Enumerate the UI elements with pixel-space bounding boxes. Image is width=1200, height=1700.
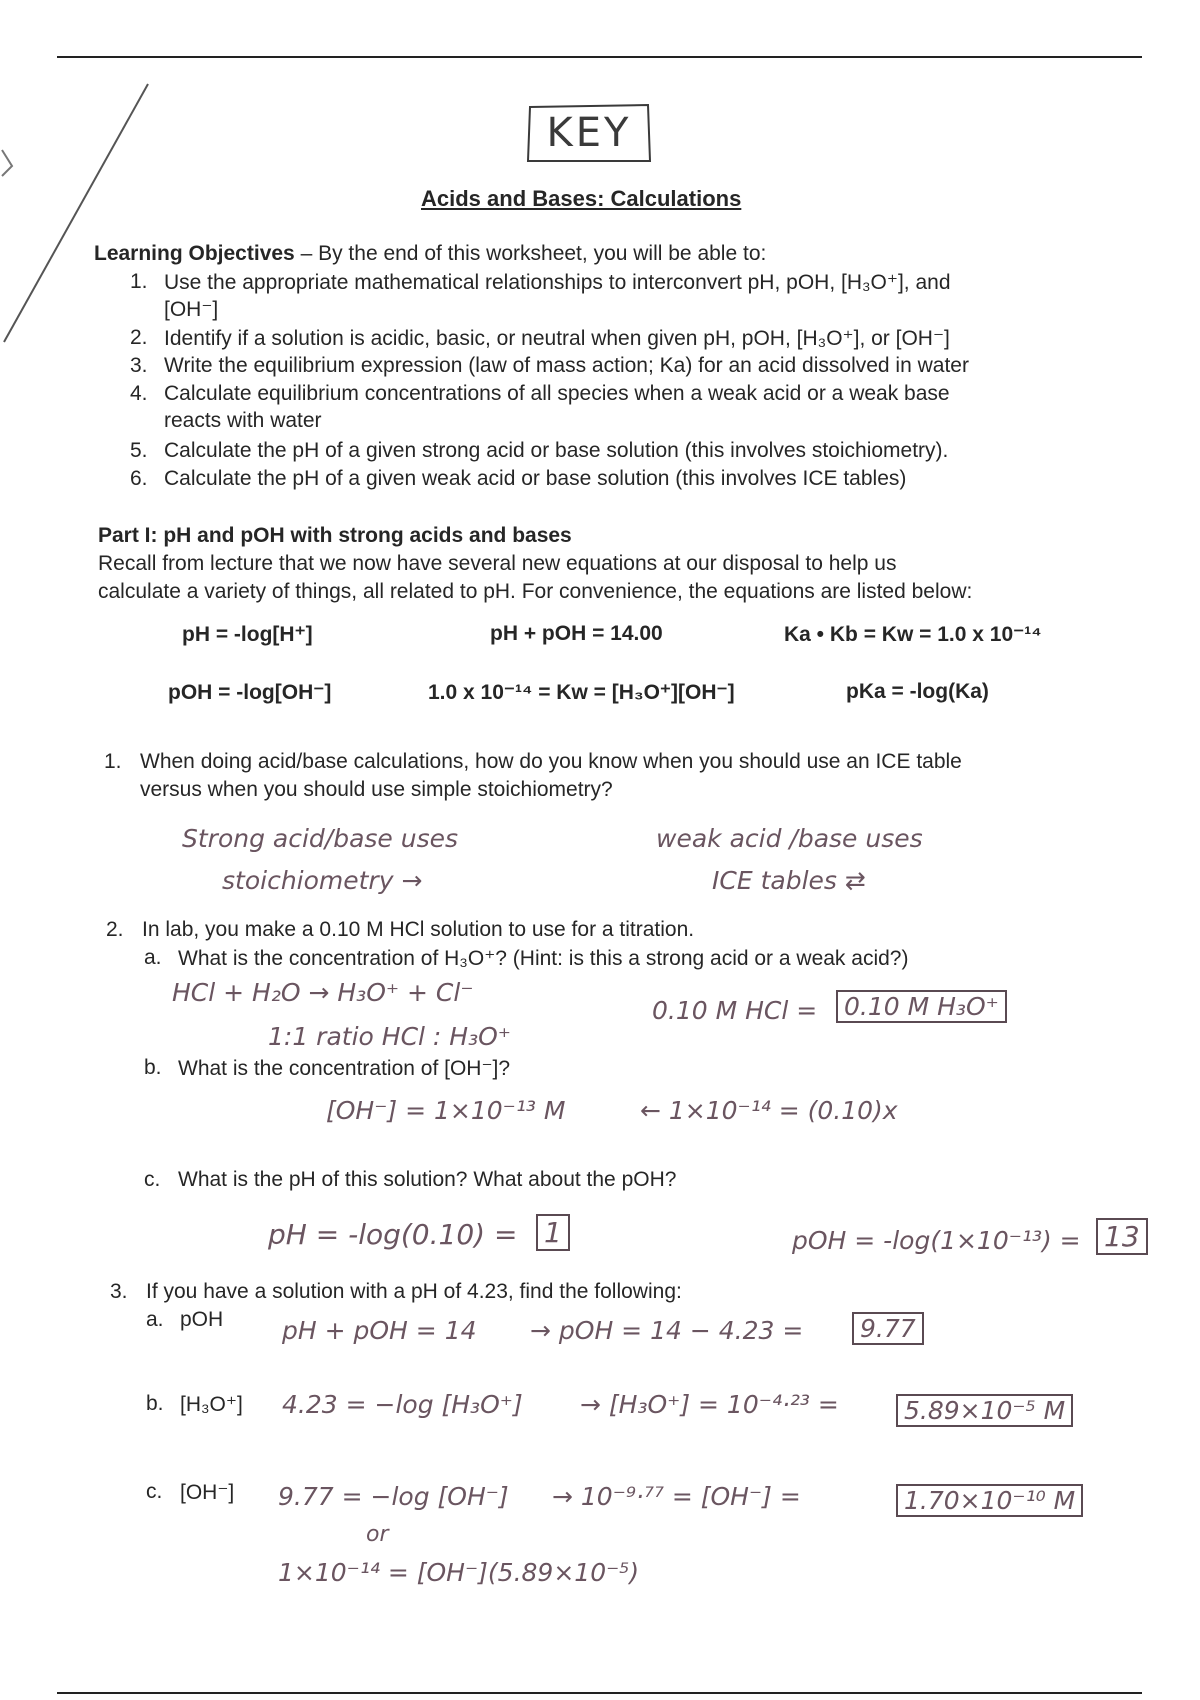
q1-answer-strong-cont: stoichiometry → [222,866,423,895]
objective-item [130,382,950,432]
margin-pen-stroke [0,80,160,360]
q3b-label: b. [146,1392,164,1415]
q3b-answer-h3o: → [H₃O⁺] = 10⁻⁴·²³ = [580,1390,839,1419]
objective-item [130,439,949,463]
q3c-label: c. [146,1480,163,1503]
equation-pka: pKa = -log(Ka) [846,680,989,703]
equation-ph-poh-sum: pH + pOH = 14.00 [490,622,663,645]
q3b-answer-box: 5.89×10⁻⁵ M [896,1394,1073,1427]
q2c-answer-ph-box: 1 [536,1214,570,1251]
q2b-label: b. [144,1056,162,1079]
objective-number: 5. [130,439,148,462]
q3a-text: pOH [180,1308,224,1331]
q1-answer-strong: Strong acid/base uses [182,824,459,853]
top-rule [57,56,1142,58]
key-label: KEY [546,110,632,156]
objective-number: 4. [130,382,148,405]
q1-text: When doing acid/base calculations, how do you know when you should use an ICE table [140,750,962,773]
q3c-text: [OH⁻] [180,1481,235,1504]
objectives-heading: Learning Objectives [94,242,295,265]
q3c-answer-or: or [366,1522,389,1547]
q2c-label: c. [144,1168,161,1191]
q2c-text: What is the pH of this solution? What about the pOH? [178,1168,677,1191]
q3-text: If you have a solution with a pH of 4.23, find the following: [146,1280,682,1303]
objective-text-cont: reacts with water [164,409,322,432]
q2c-answer-poh: pOH = -log(1×10⁻¹³) = [792,1226,1081,1255]
q1-number: 1. [104,750,122,773]
q2a-text: What is the concentration of H₃O⁺? (Hint: is this a strong acid or a weak acid?) [178,947,909,970]
q2a-answer-lhs: 0.10 M HCl = [652,996,818,1025]
objective-text: Calculate the pH of a given weak acid or base solution (this involves ICE tables) [164,467,907,490]
key-stamp [524,103,654,163]
q2a-answer-box: 0.10 M H₃O⁺ [836,990,1007,1023]
objective-number: 6. [130,467,148,490]
q3c-answer-box: 1.70×10⁻¹⁰ M [896,1484,1083,1517]
objective-item [130,354,969,378]
q2b-answer-note: ← 1×10⁻¹⁴ = (0.10)x [640,1096,898,1125]
q2b-answer: [OH⁻] = 1×10⁻¹³ M [326,1096,566,1125]
bottom-rule [57,1692,1142,1694]
part1-heading: Part I: pH and pOH with strong acids and bases [98,524,572,547]
equation-ka-kb: Ka • Kb = Kw = 1.0 x 10⁻¹⁴ [784,623,1042,646]
q1-answer-weak: weak acid /base uses [656,824,923,853]
q3a-answer-poh: → pOH = 14 − 4.23 = [530,1316,804,1345]
objective-item [130,467,907,491]
objective-item [130,270,951,321]
objective-text-cont: [OH⁻] [164,298,219,321]
objective-number: 2. [130,326,148,349]
objectives-header [94,242,766,266]
page-title: Acids and Bases: Calculations [421,186,742,211]
q1-answer-weak-cont: ICE tables ⇄ [712,866,866,895]
objective-number: 1. [130,270,148,293]
objective-text: Calculate equilibrium concentrations of all species when a weak acid or a weak base [164,382,950,405]
q3c-answer: 9.77 = −log [OH⁻] [278,1482,509,1511]
objectives-intro: – By the end of this worksheet, you will be able to: [294,242,767,265]
part1-intro-cont: calculate a variety of things, all related to pH. For convenience, the equations are listed below: [98,580,973,603]
q3a-answer-box: 9.77 [852,1312,924,1345]
q3c-answer-oh: → 10⁻⁹·⁷⁷ = [OH⁻] = [552,1482,801,1511]
key-box-outline [524,103,654,163]
q2a-answer-reaction: HCl + H₂O → H₃O⁺ + Cl⁻ [172,978,474,1007]
q2a-label: a. [144,946,162,969]
objective-text: Write the equilibrium expression (law of mass action; Ka) for an acid dissolved in water [164,354,969,377]
objective-number: 3. [130,354,148,377]
objective-item [130,326,950,350]
q2-number: 2. [106,918,124,941]
equation-poh: pOH = -log[OH⁻] [168,681,332,704]
objective-text: Identify if a solution is acidic, basic, or neutral when given pH, pOH, [H₃O⁺], or [OH⁻] [164,327,950,350]
objective-text: Use the appropriate mathematical relationships to interconvert pH, pOH, [H₃O⁺], and [164,271,951,294]
q2b-text: What is the concentration of [OH⁻]? [178,1057,511,1080]
q2c-answer-poh-box: 13 [1096,1218,1148,1255]
equation-ph: pH = -log[H⁺] [182,623,313,646]
q1-text-cont: versus when you should use simple stoichiometry? [140,778,613,801]
q2a-answer-ratio: 1:1 ratio HCl : H₃O⁺ [268,1022,511,1051]
equation-kw: 1.0 x 10⁻¹⁴ = Kw = [H₃O⁺][OH⁻] [428,681,735,704]
q3c-answer-alt: 1×10⁻¹⁴ = [OH⁻](5.89×10⁻⁵) [278,1558,640,1587]
q3-number: 3. [110,1280,128,1303]
q2-text: In lab, you make a 0.10 M HCl solution to use for a titration. [142,918,695,941]
q2c-answer-ph: pH = -log(0.10) = [268,1218,518,1251]
part1-intro: Recall from lecture that we now have several new equations at our disposal to help us [98,552,897,575]
q3b-answer: 4.23 = −log [H₃O⁺] [282,1390,523,1419]
objective-text: Calculate the pH of a given strong acid or base solution (this involves stoichiometry). [164,439,949,462]
q3a-answer: pH + pOH = 14 [282,1316,477,1345]
q3b-text: [H₃O⁺] [180,1393,243,1416]
q3a-label: a. [146,1308,164,1331]
